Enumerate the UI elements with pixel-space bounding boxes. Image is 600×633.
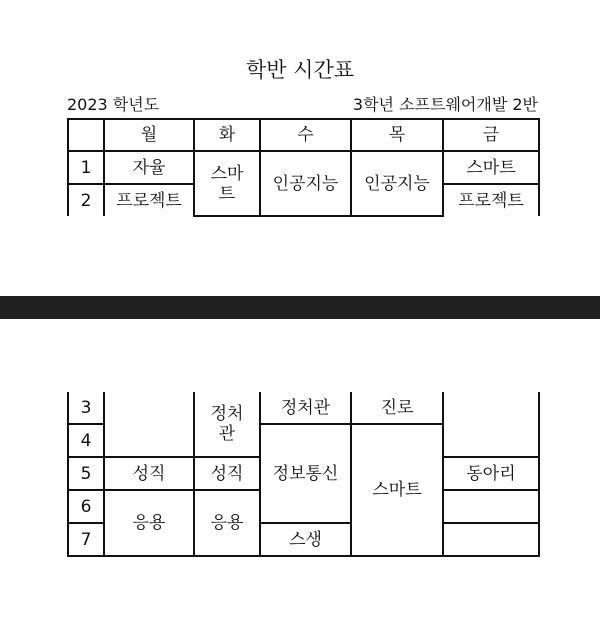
corner-cell [68, 119, 104, 151]
class-name: 3학년 소프트웨어개발 2반 [352, 95, 538, 114]
school-year: 2023 학년도 [67, 95, 160, 114]
thu-4-7: 스마트 [351, 424, 443, 556]
period-6: 6 [68, 490, 104, 523]
day-wed: 수 [260, 119, 351, 151]
thu-3: 진로 [351, 392, 443, 424]
day-tue: 화 [194, 119, 260, 151]
period-7: 7 [68, 523, 104, 556]
timetable-bottom [67, 392, 540, 557]
header-row [68, 119, 539, 151]
thu-1-2: 인공지능 [351, 151, 443, 216]
period-5: 5 [68, 457, 104, 490]
fri-5: 동아리 [443, 457, 539, 490]
wed-1-2: 인공지능 [260, 151, 351, 216]
wed-4-6: 정보통신 [260, 424, 351, 523]
mon-6-7: 응용 [104, 490, 194, 556]
tue-1-2-label: 스마트 [210, 163, 244, 204]
day-fri: 금 [443, 119, 539, 151]
wed-7: 스생 [260, 523, 351, 556]
day-thu: 목 [351, 119, 443, 151]
fri-2: 프로젝트 [443, 184, 539, 216]
day-mon: 월 [104, 119, 194, 151]
tue-1-2 [194, 151, 260, 216]
tue-5: 성직 [194, 457, 260, 490]
fri-1: 스마트 [443, 151, 539, 184]
page-title: 학반 시간표 [245, 58, 355, 82]
period-row-1 [68, 151, 539, 184]
mon-1: 자율 [104, 151, 194, 184]
mon-5: 성직 [104, 457, 194, 490]
period-1: 1 [68, 151, 104, 184]
period-3: 3 [68, 392, 104, 424]
fri-6 [443, 490, 539, 523]
mon-2: 프로젝트 [104, 184, 194, 216]
wed-3: 정처관 [260, 392, 351, 424]
fri-7 [443, 523, 539, 556]
fri-3-4 [443, 392, 539, 457]
timetable-top [67, 118, 540, 217]
tue-3-4 [194, 392, 260, 457]
tue-6-7: 응용 [194, 490, 260, 556]
period-2: 2 [68, 184, 104, 216]
period-row-3 [68, 392, 539, 424]
period-4: 4 [68, 424, 104, 457]
tue-3-4-label: 정처관 [210, 404, 244, 444]
page-break-band [0, 296, 600, 319]
mon-3-4 [104, 392, 194, 457]
